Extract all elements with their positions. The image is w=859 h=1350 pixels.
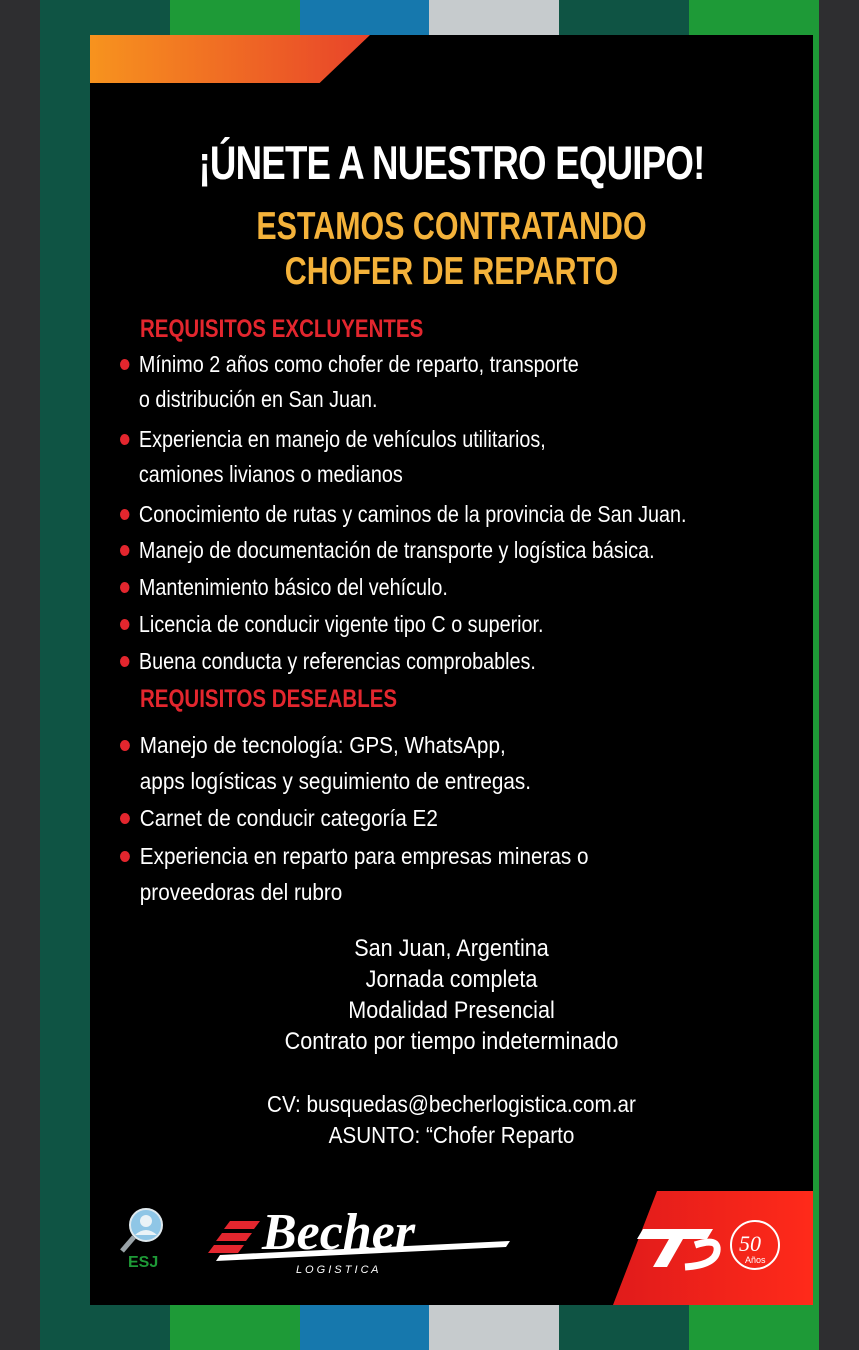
becher-wordmark: Becher: [262, 1204, 416, 1261]
becher-subtitle: L O G I S T I C A: [296, 1264, 379, 1276]
info-schedule: Jornada completa: [365, 966, 538, 993]
right-border: [819, 0, 859, 1350]
anniversary-label: Años: [745, 1255, 766, 1265]
bullet-icon: [120, 359, 129, 370]
becher-logo: [200, 1201, 530, 1281]
section-title-deseables: REQUISITOS DESEABLES: [140, 685, 398, 713]
info-location: San Juan, Argentina: [354, 935, 549, 962]
anniversary-number: 50: [739, 1231, 761, 1256]
contact-subject: ASUNTO: “Chofer Reparto: [328, 1122, 575, 1148]
bullet-icon: [120, 813, 130, 824]
bullet-icon: [120, 582, 129, 593]
bullet-icon: [120, 740, 130, 751]
bullet-icon: [120, 545, 129, 556]
subhead-line-1: ESTAMOS CONTRATANDO: [256, 205, 647, 248]
info-modality: Modalidad Presencial: [348, 997, 555, 1024]
contact-email: CV: busquedas@becherlogistica.com.ar: [267, 1091, 636, 1117]
headline: ¡ÚNETE A NUESTRO EQUIPO!: [198, 136, 705, 189]
bullet-icon: [120, 509, 129, 520]
bullet-icon: [120, 656, 129, 667]
bullet-icon: [120, 851, 130, 862]
orange-corner-accent: [90, 35, 370, 83]
left-border: [0, 0, 40, 1350]
fifty-years-logo: [633, 1215, 783, 1275]
esj-logo-icon: [112, 1205, 170, 1275]
bullet-icon: [120, 619, 129, 630]
info-contract: Contrato por tiempo indeterminado: [284, 1028, 619, 1055]
job-poster: ¡ÚNETE A NUESTRO EQUIPO! ESTAMOS CONTRATANDO CHOFER DE REPARTO REQUISITOS EXCLUYENTES Mínimo 2 años como chofer de reparto, transporte o distribución en San Juan. Experiencia en manejo de vehículos utilitarios, camiones livianos o medianos Conocimiento de rutas y caminos de la provincia de San Juan. Manejo de documentación de transporte y logística básica. Mantenimiento básico del vehículo. Licencia de conducir vigente tipo C o superior. Buena conducta y referencias comprobables. REQUISITOS DESEABLES Manejo de tecnología: GPS, WhatsApp, apps logísticas y seguimiento de entregas. Carnet de conducir categoría E2 Experiencia en reparto para empresas mineras o proveedoras del rubro San Juan, Argentina Jornada completa Modalidad Presencial Contrato por tiempo indeterminado CV: busquedas@becherlogistica.com.ar ASUNTO: “Chofer Reparto ESJ Becher L O G I S T I C A 50 Años: [90, 35, 813, 1305]
bullet-icon: [120, 434, 129, 445]
esj-text: ESJ: [128, 1254, 159, 1271]
section-title-excluyentes: REQUISITOS EXCLUYENTES: [140, 315, 424, 343]
subhead-line-2: CHOFER DE REPARTO: [284, 250, 619, 293]
